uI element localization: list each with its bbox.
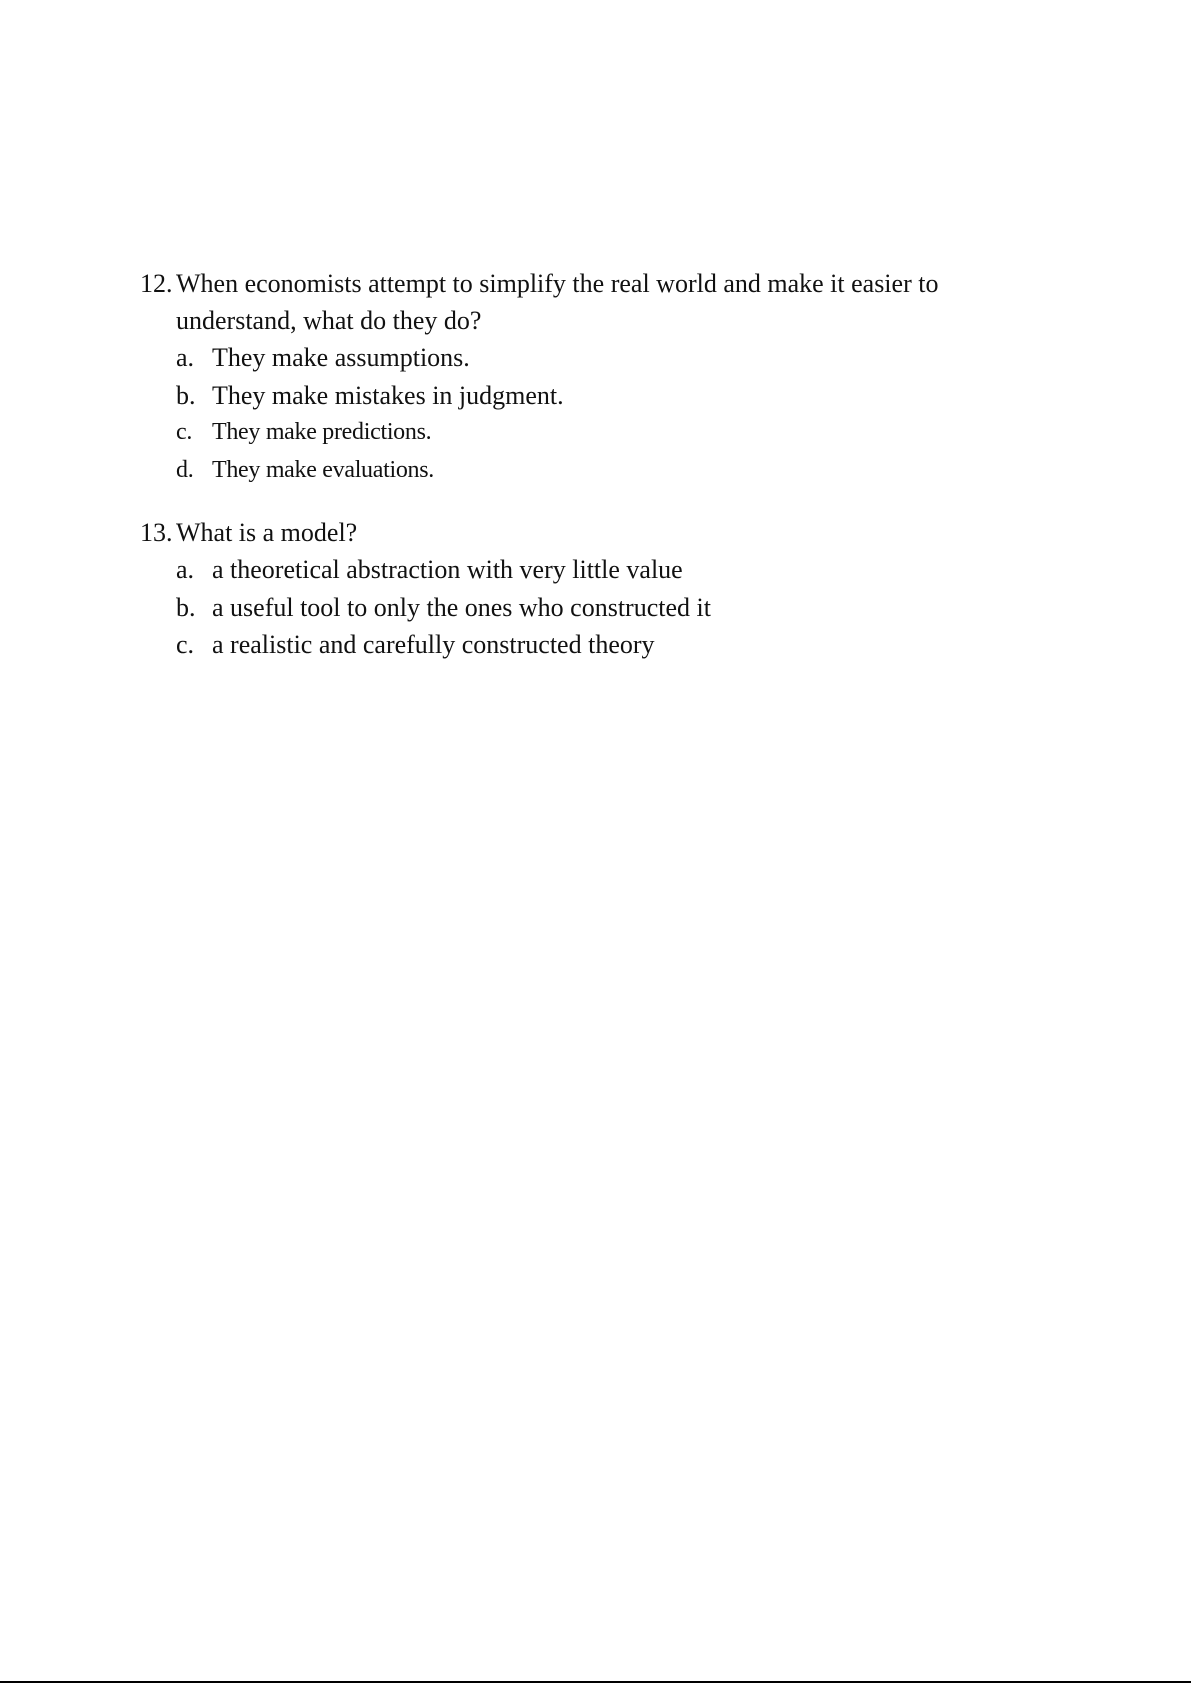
question-stem	[140, 265, 1040, 339]
option-text: a useful tool to only the ones who constructed it	[212, 592, 711, 622]
option-letter: c.	[176, 630, 195, 659]
question-text: What is a model?	[176, 518, 358, 547]
option-text: They make evaluations.	[212, 456, 434, 483]
option-text: They make mistakes in judgment.	[212, 380, 564, 410]
answer-option	[176, 414, 1040, 452]
question-stem	[140, 514, 1040, 551]
question-text: When economists attempt to simplify the real world and make it easier to understand, what do they do?	[176, 269, 939, 335]
option-letter: b.	[176, 380, 196, 410]
option-letter: b.	[176, 592, 196, 622]
answer-options	[176, 551, 1040, 664]
page-bottom-rule	[0, 1681, 1191, 1683]
option-text: a realistic and carefully constructed theory	[212, 630, 655, 659]
answer-option	[176, 551, 1040, 589]
answer-options	[176, 339, 1040, 489]
question-13	[140, 514, 1040, 664]
answer-option	[176, 626, 1040, 664]
question-number: 13.	[140, 518, 173, 547]
option-text: They make assumptions.	[212, 343, 470, 372]
answer-option	[176, 452, 1040, 490]
option-letter: d.	[176, 456, 194, 483]
question-number: 12.	[140, 269, 173, 298]
option-text: a theoretical abstraction with very little value	[212, 555, 683, 584]
option-text: They make predictions.	[212, 419, 432, 445]
question-12	[140, 265, 1040, 489]
option-letter: a.	[176, 343, 195, 372]
option-letter: c.	[176, 419, 193, 445]
answer-option	[176, 589, 1040, 627]
answer-option	[176, 339, 1040, 377]
option-letter: a.	[176, 555, 195, 584]
answer-option	[176, 377, 1040, 415]
